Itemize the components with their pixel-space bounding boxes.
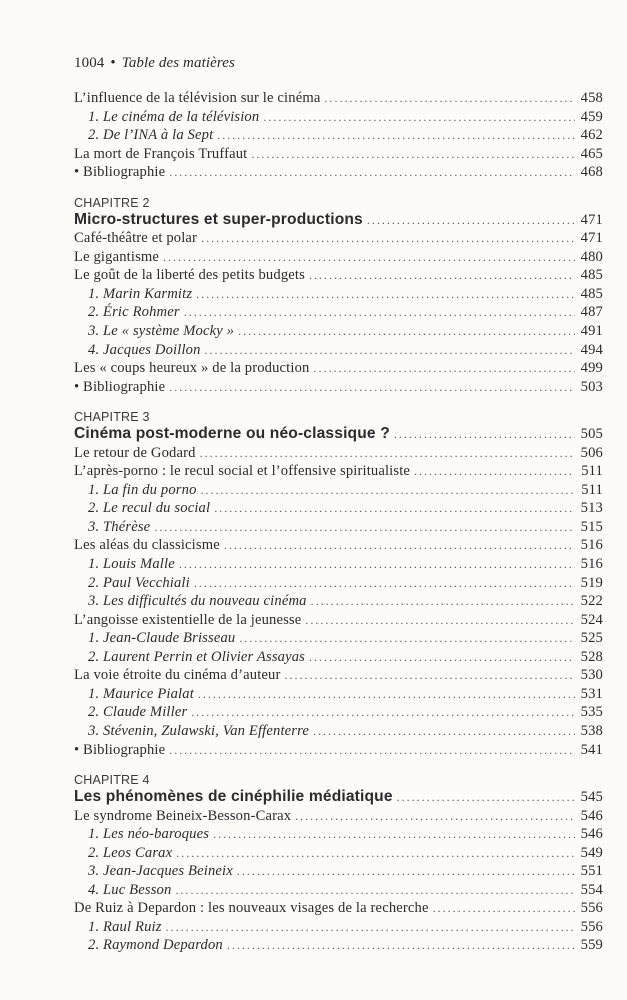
dot-leader bbox=[237, 862, 575, 881]
dot-leader bbox=[305, 611, 574, 630]
chapter-label: CHAPITRE 4 bbox=[74, 773, 150, 788]
toc-subentry[interactable]: 1. La fin du porno . . . 511 bbox=[74, 481, 603, 500]
chapter-3 bbox=[74, 410, 603, 759]
dot-leader bbox=[227, 936, 575, 955]
toc-bibliography[interactable]: • Bibliographie . . . 503 bbox=[74, 378, 603, 397]
dot-leader bbox=[238, 322, 575, 341]
entry-page: 516 bbox=[580, 556, 603, 573]
toc-entry[interactable]: Le syndrome Beineix-Besson-Carax . . . 546 bbox=[74, 807, 603, 826]
dot-leader bbox=[169, 378, 574, 397]
toc-bibliography[interactable]: • Bibliographie . . . 468 bbox=[74, 163, 603, 182]
entry-page: 494 bbox=[580, 341, 603, 358]
toc-subentry[interactable]: 2. Leos Carax . . . 549 bbox=[74, 844, 603, 863]
dot-leader bbox=[284, 666, 574, 685]
chapter-title[interactable]: Les phénomènes de cinéphilie médiatique . . . 545 bbox=[74, 788, 603, 807]
dot-leader bbox=[184, 303, 575, 322]
entry-page: 551 bbox=[580, 863, 603, 880]
entry-page: 556 bbox=[580, 900, 603, 917]
toc-entry[interactable]: Le retour de Godard . . . 506 bbox=[74, 444, 603, 463]
entry-page: 525 bbox=[580, 630, 603, 647]
toc-entry[interactable]: Les aléas du classicisme . . . 516 bbox=[74, 536, 603, 555]
toc-entry[interactable]: Les « coups heureux » de la production . . . 499 bbox=[74, 359, 603, 378]
entry-page: 499 bbox=[580, 360, 603, 377]
dot-leader bbox=[201, 229, 575, 248]
entry-page: 471 bbox=[580, 211, 603, 228]
entry-page: 491 bbox=[580, 323, 603, 340]
entry-page: 485 bbox=[580, 267, 603, 284]
dot-leader bbox=[191, 703, 574, 722]
entry-page: 545 bbox=[580, 789, 603, 806]
separator-bullet: • bbox=[110, 55, 116, 71]
dot-leader bbox=[309, 648, 575, 667]
table-of-contents bbox=[74, 89, 603, 955]
toc-subentry[interactable]: 1. Jean-Claude Brisseau . . . 525 bbox=[74, 629, 603, 648]
dot-leader bbox=[198, 685, 575, 704]
entry-page: 511 bbox=[581, 481, 603, 498]
page-number: 1004 bbox=[74, 55, 105, 71]
chapter-2 bbox=[74, 196, 603, 396]
toc-entry[interactable]: L’angoisse existentielle de la jeunesse . . . 524 bbox=[74, 611, 603, 630]
toc-subentry[interactable]: 3. Thérèse . . . 515 bbox=[74, 518, 603, 537]
dot-leader bbox=[397, 788, 575, 807]
dot-leader bbox=[314, 359, 575, 378]
dot-leader bbox=[179, 555, 575, 574]
dot-leader bbox=[367, 211, 575, 230]
toc-subentry[interactable]: 2. Laurent Perrin et Olivier Assayas . . . 528 bbox=[74, 648, 603, 667]
entry-page: 530 bbox=[580, 667, 603, 684]
entry-page: 511 bbox=[581, 463, 603, 480]
toc-subentry[interactable]: 1. Louis Malle . . . 516 bbox=[74, 555, 603, 574]
dot-leader bbox=[175, 881, 574, 900]
dot-leader bbox=[224, 536, 575, 555]
toc-entry[interactable]: La voie étroite du cinéma d’auteur . . . 530 bbox=[74, 666, 603, 685]
entry-page: 528 bbox=[580, 648, 603, 665]
dot-leader bbox=[251, 145, 574, 164]
dot-leader bbox=[239, 629, 574, 648]
toc-subentry[interactable]: 3. Jean-Jacques Beineix . . . 551 bbox=[74, 862, 603, 881]
entry-page: 546 bbox=[580, 826, 603, 843]
entry-page: 465 bbox=[580, 145, 603, 162]
chapter-title[interactable]: Micro-structures et super-productions . . . 471 bbox=[74, 211, 603, 230]
toc-subentry[interactable]: 1. Maurice Pialat . . . 531 bbox=[74, 685, 603, 704]
entry-page: 485 bbox=[580, 285, 603, 302]
toc-bibliography[interactable]: • Bibliographie . . . 541 bbox=[74, 741, 603, 760]
toc-subentry[interactable]: 1. Marin Karmitz . . . 485 bbox=[74, 285, 603, 304]
running-head bbox=[74, 55, 235, 72]
entry-page: 556 bbox=[580, 918, 603, 935]
entry-page: 468 bbox=[580, 164, 603, 181]
toc-subentry[interactable]: 3. Les difficultés du nouveau cinéma . . . 522 bbox=[74, 592, 603, 611]
dot-leader bbox=[205, 341, 575, 360]
dot-leader bbox=[313, 722, 575, 741]
entry-page: 471 bbox=[580, 230, 603, 247]
entry-page: 515 bbox=[580, 518, 603, 535]
toc-subentry[interactable]: 2. De l’INA à la Sept . . . 462 bbox=[74, 126, 603, 145]
entry-page: 503 bbox=[580, 378, 603, 395]
entry-page: 541 bbox=[580, 741, 603, 758]
toc-subentry[interactable]: 2. Paul Vecchiali . . . 519 bbox=[74, 574, 603, 593]
dot-leader bbox=[214, 499, 574, 518]
chapter-label: CHAPITRE 2 bbox=[74, 195, 150, 210]
toc-entry[interactable]: Café-théâtre et polar . . . 471 bbox=[74, 229, 603, 248]
entry-page: 559 bbox=[580, 937, 603, 954]
entry-page: 513 bbox=[580, 500, 603, 517]
dot-leader bbox=[200, 444, 575, 463]
entry-page: 462 bbox=[580, 127, 603, 144]
toc-subentry[interactable]: 1. Les néo-baroques . . . 546 bbox=[74, 825, 603, 844]
entry-page: 531 bbox=[580, 685, 603, 702]
entry-page: 554 bbox=[580, 881, 603, 898]
entry-page: 549 bbox=[580, 844, 603, 861]
dot-leader bbox=[201, 481, 575, 500]
entry-page: 519 bbox=[580, 574, 603, 591]
dot-leader bbox=[295, 807, 574, 826]
toc-subentry[interactable]: 3. Stévenin, Zulawski, Van Effenterre . . . 538 bbox=[74, 722, 603, 741]
entry-page: 506 bbox=[580, 444, 603, 461]
toc-subentry[interactable]: 2. Claude Miller . . . 535 bbox=[74, 703, 603, 722]
dot-leader bbox=[154, 518, 574, 537]
entry-page: 546 bbox=[580, 807, 603, 824]
toc-entry[interactable]: Le gigantisme . . . 480 bbox=[74, 248, 603, 267]
dot-leader bbox=[263, 108, 574, 127]
entry-page: 522 bbox=[580, 593, 603, 610]
toc-subentry[interactable]: 1. Raul Ruiz . . . 556 bbox=[74, 918, 603, 937]
dot-leader bbox=[433, 899, 575, 918]
entry-page: 480 bbox=[580, 248, 603, 265]
toc-entry[interactable]: Le goût de la liberté des petits budgets . . . 485 bbox=[74, 266, 603, 285]
chapter-4 bbox=[74, 773, 603, 955]
toc-subentry[interactable]: 2. Raymond Depardon . . . 559 bbox=[74, 936, 603, 955]
chapter-title[interactable]: Cinéma post-moderne ou néo-classique ? . . . 505 bbox=[74, 425, 603, 444]
toc-subentry[interactable]: 2. Éric Rohmer . . . 487 bbox=[74, 303, 603, 322]
toc-entry[interactable]: De Ruiz à Depardon : les nouveaux visages de la recherche . . . 556 bbox=[74, 899, 603, 918]
dot-leader bbox=[414, 462, 575, 481]
toc-entry[interactable]: L’influence de la télévision sur le cinéma . . . 458 bbox=[74, 89, 603, 108]
dot-leader bbox=[169, 741, 574, 760]
entry-page: 505 bbox=[580, 426, 603, 443]
dot-leader bbox=[196, 285, 574, 304]
chapter-1-tail bbox=[74, 89, 603, 182]
toc-subentry[interactable]: 1. Le cinéma de la télévision . . . 459 bbox=[74, 108, 603, 127]
dot-leader bbox=[309, 266, 575, 285]
entry-page: 458 bbox=[580, 90, 603, 106]
toc-subentry[interactable]: 4. Jacques Doillon . . . 494 bbox=[74, 341, 603, 360]
dot-leader bbox=[324, 89, 574, 108]
dot-leader bbox=[394, 425, 575, 444]
toc-subentry[interactable]: 2. Le recul du social . . . 513 bbox=[74, 499, 603, 518]
dot-leader bbox=[311, 592, 575, 611]
dot-leader bbox=[213, 825, 575, 844]
toc-subentry[interactable]: 4. Luc Besson . . . 554 bbox=[74, 881, 603, 900]
entry-page: 538 bbox=[580, 722, 603, 739]
entry-page: 535 bbox=[580, 704, 603, 721]
dot-leader bbox=[166, 918, 575, 937]
toc-entry[interactable]: L’après-porno : le recul social et l’offensive spiritualiste . . . 511 bbox=[74, 462, 603, 481]
toc-entry[interactable]: La mort de François Truffaut . . . 465 bbox=[74, 145, 603, 164]
dot-leader bbox=[194, 574, 575, 593]
chapter-label: CHAPITRE 3 bbox=[74, 410, 150, 425]
entry-page: 459 bbox=[580, 108, 603, 125]
toc-subentry[interactable]: 3. Le « système Mocky » . . . 491 bbox=[74, 322, 603, 341]
dot-leader bbox=[169, 163, 574, 182]
entry-page: 487 bbox=[580, 304, 603, 321]
entry-page: 524 bbox=[580, 611, 603, 628]
dot-leader bbox=[176, 844, 574, 863]
dot-leader bbox=[163, 248, 575, 267]
dot-leader bbox=[217, 126, 574, 145]
running-head-title: Table des matières bbox=[121, 55, 235, 71]
entry-page: 516 bbox=[580, 537, 603, 554]
